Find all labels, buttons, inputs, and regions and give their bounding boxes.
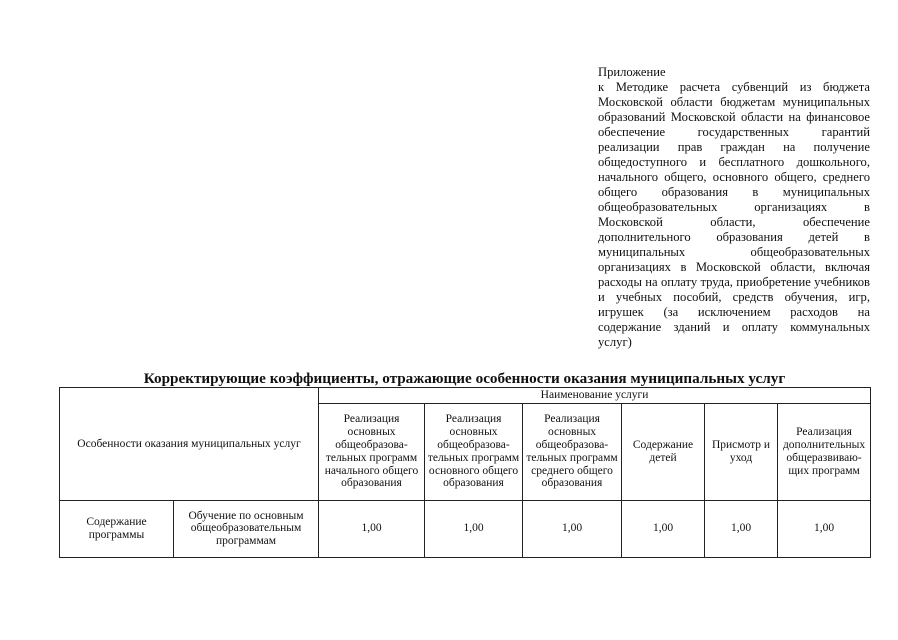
services-header: Наименование услуги	[319, 388, 871, 404]
row-feature-cell: Обучение по основным общеобразовательным программам	[174, 500, 319, 557]
features-header: Особенности оказания муниципальных услуг	[60, 388, 319, 501]
appendix-heading: Приложение	[598, 65, 666, 79]
coefficient-cell: 1,00	[425, 500, 523, 557]
coefficient-cell: 1,00	[622, 500, 705, 557]
service-header: Реализация основных общеобразова-тельных программ среднего общего образования	[523, 403, 622, 500]
row-group-cell: Содержание программы	[60, 500, 174, 557]
service-header: Присмотр и уход	[705, 403, 778, 500]
service-header: Реализация дополнительных общеразвиваю-щих программ	[778, 403, 871, 500]
table-header-row	[60, 388, 871, 404]
coefficient-cell: 1,00	[523, 500, 622, 557]
service-header: Реализация основных общеобразова-тельных программ основного общего образования	[425, 403, 523, 500]
table-row	[60, 500, 871, 557]
appendix-note	[598, 65, 870, 350]
service-header: Реализация основных общеобразова-тельных программ начального общего образования	[319, 403, 425, 500]
service-header: Содержание детей	[622, 403, 705, 500]
coefficients-table	[59, 387, 871, 558]
appendix-text: к Методике расчета субвенций из бюджета Московской области бюджетам муниципальных образований Московской области на финансовое обеспечение государственных гарантий реализации прав граждан на получение общедоступного и бесплатного дошкольного, начального общего, основного общего, среднего общего образования в муниципальных общеобразовательных организациях в Московской области, обеспечение дополнительного образования детей в муниципальных общеобразовательных организациях в Московской области, включая расходы на оплату труда, приобретение учебников и учебных пособий, средств обучения, игр, игрушек (за исключением расходов на содержание зданий и оплату коммунальных услуг)	[598, 80, 870, 349]
coefficient-cell: 1,00	[778, 500, 871, 557]
table-title: Корректирующие коэффициенты, отражающие особенности оказания муниципальных услуг	[143, 370, 786, 387]
coefficient-cell: 1,00	[705, 500, 778, 557]
coefficient-cell: 1,00	[319, 500, 425, 557]
